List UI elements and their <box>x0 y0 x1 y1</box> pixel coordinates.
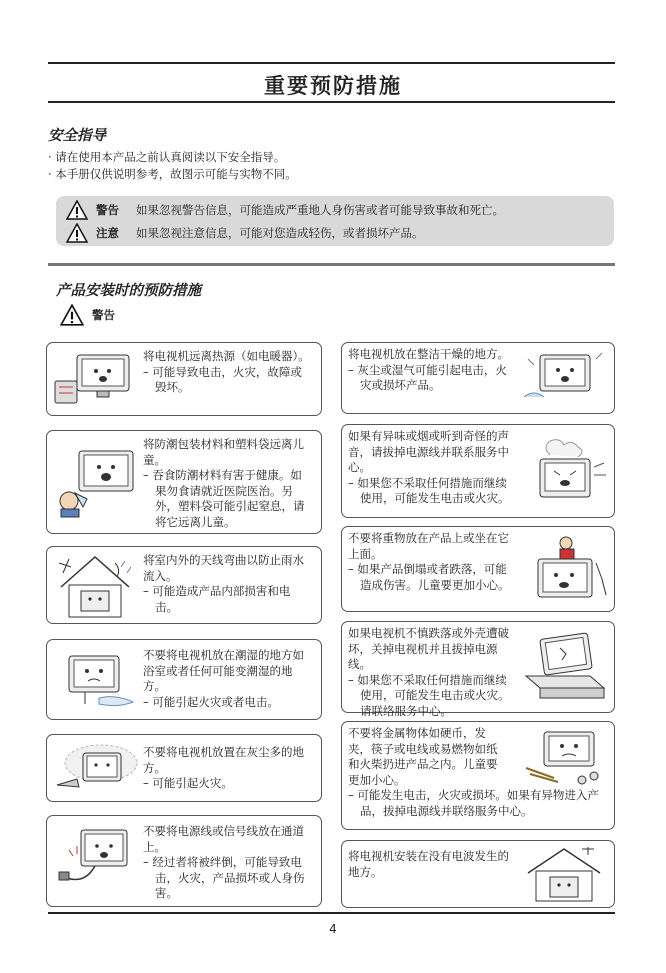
right-box-2-main: 如果有异味或烟或听到奇怪的声音，请拔掉电源线并联系服务中心。 <box>348 429 509 474</box>
tv-cable-icon <box>55 826 137 892</box>
right-box-3-sub: – 如果产品倒塌或者跌落，可能造成伤害。儿童要更加小心。 <box>348 562 510 592</box>
left-box-1-main: 将电视机远离热源（如电暖器）。 <box>143 349 310 363</box>
left-box-4-sub: – 可能引起火灾或者电击。 <box>143 694 279 709</box>
right-box-4 <box>341 621 615 718</box>
warning-label: 警告 <box>96 203 119 217</box>
caution-text: 如果忽视注意信息，可能对您造成轻伤，或者损坏产品。 <box>136 226 424 240</box>
tv-wave-icon <box>518 845 610 903</box>
right-box-5-sub: – 可能发生电击，火灾或损坏。如果有异物进入产品，拔掉电源线并联络服务中心。 <box>348 788 599 818</box>
right-box-4-main: 如果电视机不慎跌落或外壳遭破坏，关掉电视机并且拔掉电源线。 <box>348 626 509 671</box>
title-rule <box>48 101 615 103</box>
tv-heater-icon <box>53 351 139 407</box>
right-box-1-sub: – 灰尘或湿气可能引起电击，火灾或损坏产品。 <box>348 362 507 392</box>
left-box-2-sub: – 吞食防潮材料有害于健康。如果勿食请就近医院医治。另外，塑料袋可能引起窒息，请将它远离儿童。 <box>143 468 305 529</box>
left-box-3-sub: – 可能造成产品内部损害和电击。 <box>143 584 291 614</box>
safety-bullet-1: · 请在使用本产品之前认真阅读以下安全指导。 <box>48 150 286 164</box>
tv-metal-icon <box>522 728 608 788</box>
left-box-3 <box>46 546 322 624</box>
caution-triangle-icon <box>66 223 88 243</box>
left-box-5-main: 不要将电视机放置在灰尘多的地方。 <box>143 745 304 775</box>
warning-text: 如果忽视警告信息，可能造成严重地人身伤害或者可能导致事故和死亡。 <box>136 203 504 217</box>
bottom-rule <box>48 912 615 914</box>
warning-row <box>66 199 504 221</box>
right-box-5 <box>341 721 615 830</box>
left-box-4-main: 不要将电视机放在潮湿的地方如浴室或者任何可能变潮湿的地方。 <box>143 648 304 693</box>
right-box-3 <box>341 526 615 612</box>
right-box-6-main: 将电视机安装在没有电波发生的地方。 <box>348 849 509 879</box>
left-box-3-main: 将室内外的天线弯曲以防止雨水流入。 <box>143 553 304 583</box>
install-warning <box>60 304 115 326</box>
tv-dust-icon <box>55 741 139 797</box>
left-box-6-sub: – 经过者将被绊倒，可能导致电击，火灾，产品损坏或人身伤害。 <box>143 855 305 900</box>
left-box-1 <box>46 342 322 416</box>
right-box-1 <box>341 342 615 414</box>
right-box-4-sub: – 如果您不采取任何措施而继续使用，可能发生电击或火灾。请联络服务中心。 <box>348 672 510 718</box>
safety-bullet-2: · 本手册仅供说明参考，故图示可能与实物不同。 <box>48 167 297 181</box>
top-rule <box>48 62 615 64</box>
section-rule <box>48 263 615 266</box>
warning-legend <box>56 196 614 246</box>
install-warning-label: 警告 <box>92 308 115 322</box>
right-box-5-main: 不要将金属物体如硬币，发夹，筷子或电线或易燃物如纸和火柴扔进产品之内。儿童要更加小心。 <box>348 726 498 787</box>
left-box-1-sub: – 可能导致电击，火灾，故障或毁坏。 <box>143 364 302 394</box>
page-title: 重要预防措施 <box>264 74 402 98</box>
tv-house-antenna-icon <box>55 553 137 619</box>
left-box-5-sub: – 可能引起火灾。 <box>143 776 233 790</box>
tv-smoke-icon <box>520 437 608 507</box>
install-warning-icon <box>60 304 84 326</box>
caution-row <box>66 222 424 244</box>
left-box-4 <box>46 639 322 720</box>
install-heading: 产品安装时的预防措施 <box>56 283 201 299</box>
left-box-2-main: 将防潮包装材料和塑料袋远离儿童。 <box>143 437 304 467</box>
tv-broken-icon <box>520 632 608 704</box>
right-box-1-main: 将电视机放在整洁干燥的地方。 <box>348 347 509 361</box>
left-box-6-main: 不要将电源线或信号线放在通道上。 <box>143 824 304 854</box>
caution-label: 注意 <box>96 226 119 240</box>
left-box-6 <box>46 815 322 907</box>
right-box-2-sub: – 如果您不采取任何措施而继续使用，可能发生电击或火灾。 <box>348 475 510 505</box>
right-box-3-main: 不要将重物放在产品上或坐在它上面。 <box>348 531 509 561</box>
tv-heavy-icon <box>522 535 608 603</box>
tv-water-icon <box>55 650 137 710</box>
left-box-5 <box>46 734 322 802</box>
warning-triangle-icon <box>66 200 88 220</box>
page-number: 4 <box>329 922 337 936</box>
right-box-6 <box>341 840 615 908</box>
tv-child-bag-icon <box>53 447 139 519</box>
left-box-2 <box>46 430 322 534</box>
tv-clean-icon <box>520 349 608 407</box>
safety-heading: 安全指导 <box>48 128 106 144</box>
right-box-2 <box>341 424 615 518</box>
